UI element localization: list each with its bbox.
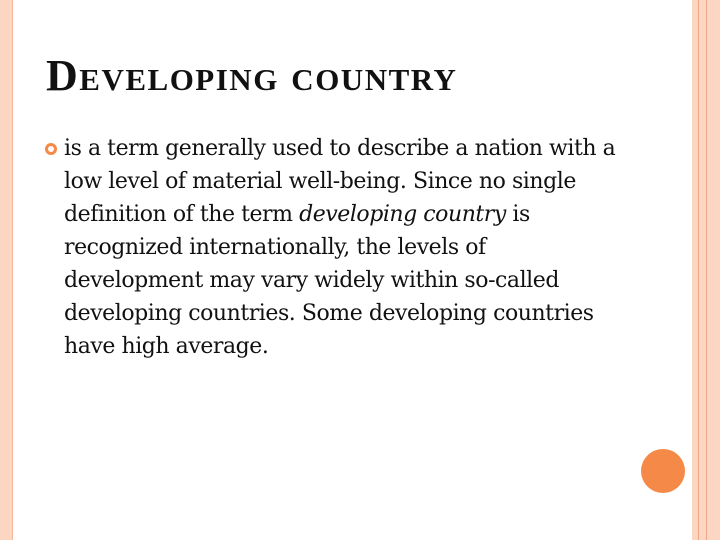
left-frame-line <box>12 0 13 540</box>
bullet-ring-icon <box>45 143 57 155</box>
bullet-text <box>64 132 624 363</box>
accent-circle-icon <box>641 449 685 493</box>
right-frame-line <box>698 0 699 540</box>
slide-title: Developing country <box>46 51 458 100</box>
right-frame-line <box>706 0 707 540</box>
bullet-text-emphasis: developing country <box>299 202 506 227</box>
bullet-item <box>64 132 624 363</box>
left-frame-band <box>0 0 12 540</box>
bullet-text-before: is a term generally used to describe a nation with a low level of material well-being. Since no single definition of the term <box>64 136 616 227</box>
bullet-text-after: is recognized internationally, the levels of development may vary widely within so-called developing countries. Some developing countries have high average. <box>64 202 594 359</box>
